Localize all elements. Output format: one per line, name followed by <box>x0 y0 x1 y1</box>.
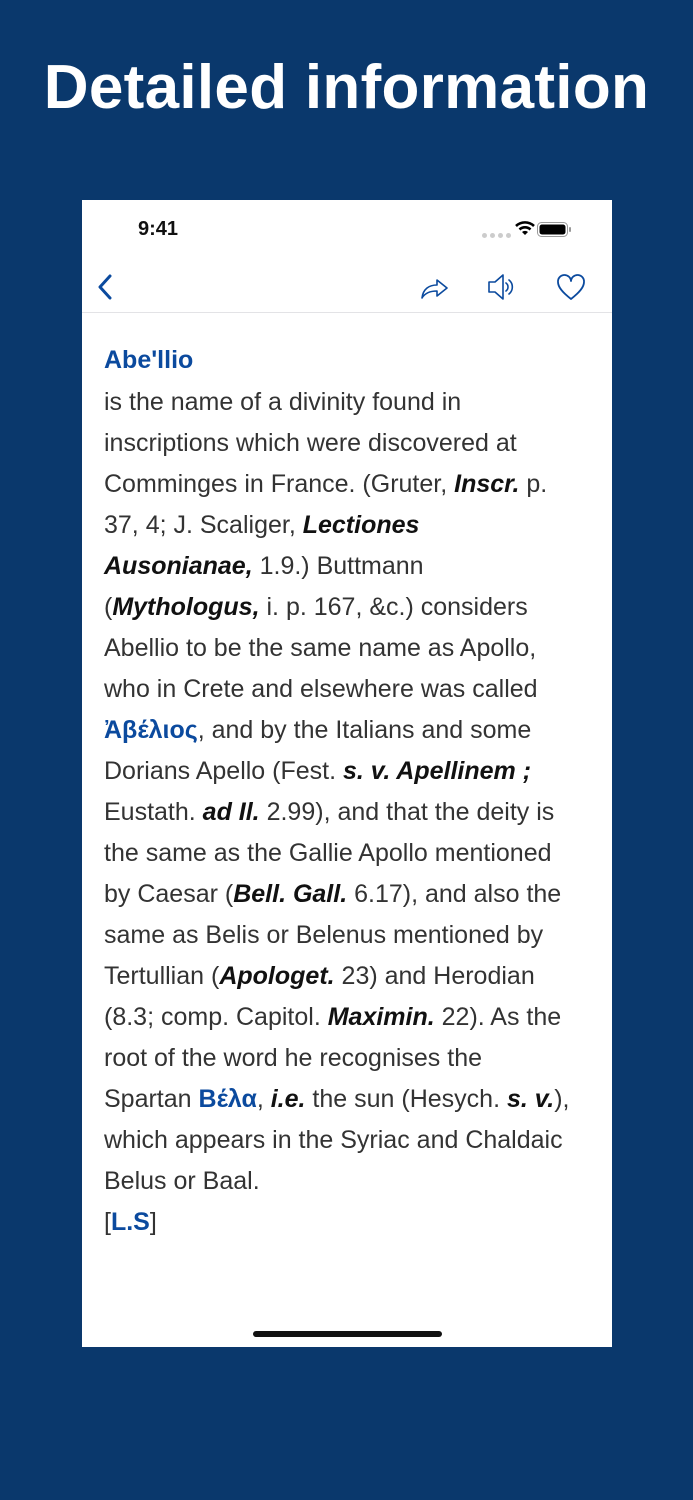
citation-text: i.e. <box>270 1085 306 1113</box>
body-text: Dorians Apello (Fest. <box>104 757 343 785</box>
text-line <box>104 915 570 956</box>
text-line <box>104 628 570 669</box>
citation-text: Mythologus, <box>112 593 260 621</box>
cross-reference-link[interactable]: L.S <box>110 1208 150 1236</box>
phone-screen <box>82 200 612 1347</box>
text-line <box>104 546 570 587</box>
text-line <box>104 1038 570 1079</box>
battery-icon <box>537 222 572 237</box>
body-text: root of the word he recognises the <box>104 1044 483 1072</box>
body-text: the same as the Gallie Apollo mentioned <box>104 839 552 867</box>
body-text: by Caesar ( <box>104 880 234 908</box>
body-text: 6.17), and also the <box>347 880 562 908</box>
headline: Detailed information <box>43 53 650 122</box>
cross-reference-link[interactable]: Βέλα <box>198 1085 257 1113</box>
heart-icon <box>556 273 586 301</box>
text-line <box>104 1079 570 1120</box>
body-text: Eustath. <box>104 798 203 826</box>
text-line <box>104 792 570 833</box>
text-line <box>104 997 570 1038</box>
body-text: [ <box>104 1208 111 1236</box>
body-text: Tertullian ( <box>104 962 220 990</box>
text-line <box>104 587 570 628</box>
text-line <box>104 751 570 792</box>
share-button[interactable] <box>418 270 452 304</box>
body-text: who in Crete and elsewhere was called <box>104 675 538 703</box>
text-line <box>104 1202 570 1243</box>
citation-text: Lectiones <box>302 511 420 539</box>
citation-text: s. v. <box>506 1085 555 1113</box>
text-line <box>104 1120 570 1161</box>
citation-text: ad Il. <box>202 798 260 826</box>
body-text: , <box>256 1085 271 1113</box>
body-text: Abellio to be the same name as Apollo, <box>104 634 537 662</box>
body-text: (8.3; comp. Capitol. <box>104 1003 328 1031</box>
navigation-bar <box>82 260 612 313</box>
entry-body <box>104 382 570 1243</box>
citation-text: Inscr. <box>454 470 520 498</box>
body-text: 23) and Herodian <box>334 962 535 990</box>
body-text: p. <box>519 470 548 498</box>
body-text: , and by the Italians and some <box>197 716 532 744</box>
entry-title: Abe'llio <box>104 346 194 374</box>
chevron-left-icon <box>97 274 113 300</box>
text-line <box>104 669 570 710</box>
body-text: ), <box>554 1085 570 1113</box>
body-text: i. p. 167, &c.) considers <box>259 593 528 621</box>
home-indicator[interactable] <box>253 1331 442 1337</box>
back-button[interactable] <box>88 270 122 304</box>
speaker-icon <box>486 272 516 302</box>
body-text: Belus or Baal. <box>104 1167 260 1195</box>
body-text: 22). As the <box>434 1003 562 1031</box>
body-text: same as Belis or Belenus mentioned by <box>104 921 544 949</box>
text-line <box>104 423 570 464</box>
text-line <box>104 710 570 751</box>
body-text: ] <box>149 1208 157 1236</box>
signal-icon <box>482 233 511 238</box>
cross-reference-link[interactable]: Ἀβέλιος <box>104 716 198 744</box>
text-line <box>104 833 570 874</box>
body-text: the sun (Hesych. <box>305 1085 507 1113</box>
text-line <box>104 1161 570 1202</box>
text-line <box>104 505 570 546</box>
speaker-button[interactable] <box>484 270 518 304</box>
favorite-button[interactable] <box>554 270 588 304</box>
status-time: 9:41 <box>138 218 179 240</box>
citation-text: Maximin. <box>327 1003 435 1031</box>
text-line <box>104 874 570 915</box>
body-text: 1.9.) Buttmann <box>252 552 424 580</box>
citation-text: Apologet. <box>219 962 335 990</box>
body-text: Comminges in France. (Gruter, <box>104 470 455 498</box>
citation-text: Bell. Gall. <box>233 880 348 908</box>
body-text: 37, 4; J. Scaliger, <box>104 511 303 539</box>
share-icon <box>420 275 450 299</box>
body-text: 2.99), and that the deity is <box>259 798 555 826</box>
entry-content <box>104 336 570 1243</box>
text-line <box>104 956 570 997</box>
citation-text: s. v. Apellinem ; <box>343 757 532 785</box>
body-text: ( <box>104 593 113 621</box>
citation-text: Ausonianae, <box>104 552 253 580</box>
body-text: inscriptions which were discovered at <box>104 429 517 457</box>
text-line <box>104 382 570 423</box>
body-text: is the name of a divinity found in <box>104 388 462 416</box>
wifi-icon <box>515 220 535 236</box>
body-text: Spartan <box>104 1085 199 1113</box>
text-line <box>104 464 570 505</box>
body-text: which appears in the Syriac and Chaldaic <box>104 1126 563 1154</box>
